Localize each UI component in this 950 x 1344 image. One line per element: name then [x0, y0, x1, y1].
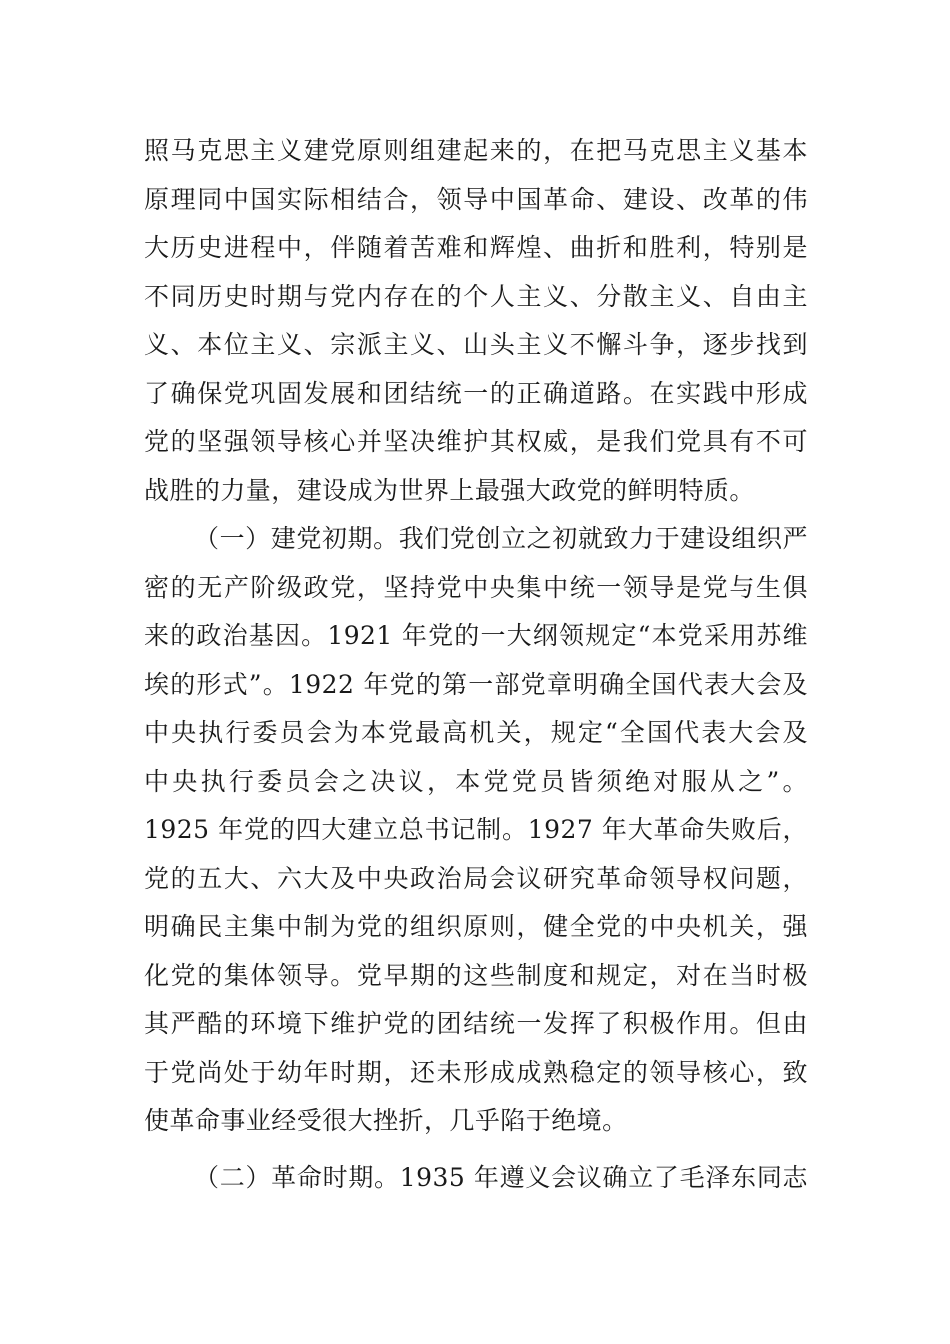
text-line: 明确民主集中制为党的组织原则，健全党的中央机关，强 [144, 912, 808, 941]
text-line: 了确保党巩固发展和团结统一的正确道路。在实践中形成 [144, 378, 808, 408]
paragraph-1 [144, 127, 808, 515]
text-line: 中央执行委员会之决议，本党党员皆须绝对服从之”。 [144, 766, 808, 796]
text-line: 于党尚处于幼年时期，还未形成成熟稳定的领导核心，致 [144, 1057, 808, 1087]
text-line: 照马克思主义建党原则组建起来的，在把马克思主义基本 [144, 136, 808, 165]
text-line: 战胜的力量，建设成为世界上最强大政党的鲜明特质。 [144, 475, 755, 505]
text-line: 来的政治基因。1921 年党的一大纲领规定“本党采用苏维 [144, 621, 808, 650]
text-line: 党的五大、六大及中央政治局会议研究革命领导权问题， [144, 863, 808, 893]
text-line: （一）建党初期。我们党创立之初就致力于建设组织严 [194, 524, 808, 553]
paragraph-3 [144, 1154, 808, 1203]
text-line: 不同历史时期与党内存在的个人主义、分散主义、自由主 [144, 281, 808, 311]
text-line: 大历史进程中，伴随着苦难和辉煌、曲折和胜利，特别是 [144, 233, 808, 262]
text-line: 使革命事业经受很大挫折，几乎陷于绝境。 [144, 1106, 628, 1135]
paragraph-2 [144, 515, 808, 1146]
text-line: 其严酷的环境下维护党的团结统一发挥了积极作用。但由 [144, 1009, 808, 1038]
text-line: 义、本位主义、宗派主义、山头主义不懈斗争，逐步找到 [144, 330, 808, 359]
text-line: 埃的形式”。1922 年党的第一部党章明确全国代表大会及 [144, 669, 808, 699]
text-line: 原理同中国实际相结合，领导中国革命、建设、改革的伟 [144, 184, 808, 214]
text-line: 1925 年党的四大建立总书记制。1927 年大革命失败后， [144, 815, 808, 844]
text-line: 化党的集体领导。党早期的这些制度和规定，对在当时极 [144, 960, 808, 990]
document-body [144, 127, 808, 1202]
text-line: 密的无产阶级政党，坚持党中央集中统一领导是党与生俱 [144, 572, 808, 602]
text-line: 中央执行委员会为本党最高机关，规定“全国代表大会及 [144, 718, 808, 747]
text-line: （二）革命时期。1935 年遵义会议确立了毛泽东同志 [194, 1162, 808, 1192]
text-line: 党的坚强领导核心并坚决维护其权威，是我们党具有不可 [144, 427, 808, 456]
